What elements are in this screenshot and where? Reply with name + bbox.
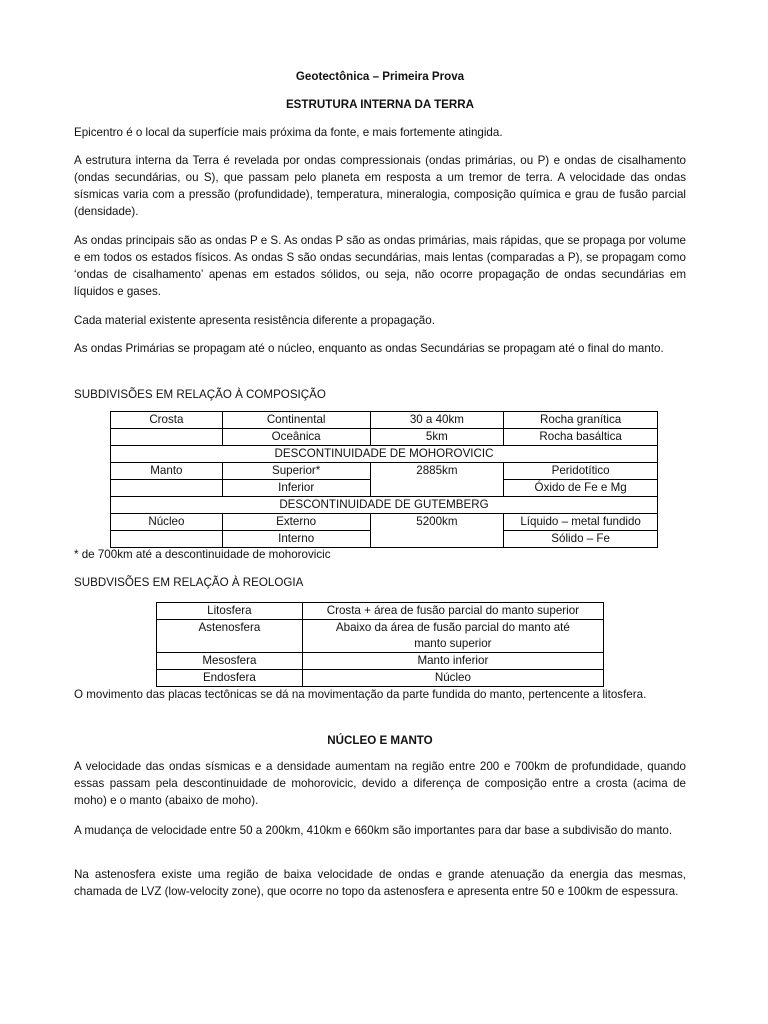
table-cell: Litosfera (157, 603, 303, 620)
table-cell: Interno (222, 531, 370, 548)
section-heading-composicao: SUBDIVISÕES EM RELAÇÃO À COMPOSIÇÃO (74, 388, 326, 401)
table-cell: Continental (222, 412, 370, 429)
rheology-table (156, 602, 604, 687)
table-cell (302, 620, 603, 653)
table-cell: Núcleo (302, 670, 603, 687)
table-row (111, 463, 658, 480)
table-cell: Óxido de Fe e Mg (504, 480, 658, 497)
table-row (111, 429, 658, 446)
composition-table (110, 411, 658, 548)
table-cell-line: Abaixo da área de fusão parcial do manto até (335, 621, 570, 634)
paragraph-epicentro: Epicentro é o local da superfície mais próxima da fonte, e mais fortemente atingida. (74, 126, 503, 139)
table-cell: Inferior (222, 480, 370, 497)
table-cell: 30 a 40km (370, 412, 504, 429)
paragraph-placas: O movimento das placas tectônicas se dá na movimentação da parte fundida do manto, pertencente a litosfera. (74, 688, 647, 701)
table-row (157, 670, 604, 687)
table-cell: Crosta + área de fusão parcial do manto superior (302, 603, 603, 620)
table-cell: Mesosfera (157, 653, 303, 670)
document-title: Geotectônica – Primeira Prova (295, 70, 465, 83)
paragraph-mudanca: A mudança de velocidade entre 50 a 200km, 410km e 660km são importantes para dar base a subdivisão do manto. (74, 824, 673, 837)
table-row (111, 412, 658, 429)
table-cell: Líquido – metal fundido (504, 514, 658, 531)
section-title-structure: ESTRUTURA INTERNA DA TERRA (285, 98, 475, 111)
table-cell: Superior* (222, 463, 370, 480)
paragraph-propagacao: As ondas Primárias se propagam até o núcleo, enquanto as ondas Secundárias se propagam até o final do manto. (74, 342, 664, 355)
table-cell: Núcleo (111, 514, 223, 531)
table-row (157, 603, 604, 620)
table-cell: Sólido – Fe (504, 531, 658, 548)
section-heading-reologia: SUBDVISÕES EM RELAÇÃO À REOLOGIA (74, 576, 304, 589)
paragraph-velocidade: A velocidade das ondas sísmicas e a densidade aumentam na região entre 200 e 700km de profundidade, quando essas passam pela descontinuidade de mohorovicic, devido a diferença de composição entre a crosta (acima de moho) e o manto (abaixo de moho). (74, 760, 686, 807)
table-cell (111, 531, 223, 548)
table-cell: Crosta (111, 412, 223, 429)
table-cell: 5200km (370, 514, 504, 548)
table-cell: Manto (111, 463, 223, 480)
table-cell: Peridotítico (504, 463, 658, 480)
paragraph-ondas-principais: As ondas principais são as ondas P e S. As ondas P são as ondas primárias, mais rápidas, que se propaga por volume e em todos os estados físicos. As ondas S são ondas secundárias, mais lentas (comparadas a P), se propagam como ‘ondas de cisalhamento’ apenas em estados sólidos, ou seja, não ocorre propagação de ondas secundárias em líquidos e gases. (74, 234, 686, 298)
table-cell: 2885km (370, 463, 504, 497)
table-row (111, 497, 658, 514)
section-title-nucleo-manto: NÚCLEO E MANTO (327, 734, 433, 747)
table-footnote: * de 700km até a descontinuidade de mohorovicic (74, 548, 331, 561)
table-cell: Manto inferior (302, 653, 603, 670)
table-row (111, 514, 658, 531)
table-row (157, 620, 604, 653)
paragraph-astenosfera: Na astenosfera existe uma região de baixa velocidade de ondas e grande atenuação da energia das mesmas, chamada de LVZ (low-velocity zone), que ocorre no topo da astenosfera e apresenta entre 50 e 100km de espessura. (74, 868, 686, 898)
table-cell (111, 480, 223, 497)
table-cell-moho: DESCONTINUIDADE DE MOHOROVICIC (111, 446, 658, 463)
table-cell: Oceânica (222, 429, 370, 446)
table-cell-line: manto superior (414, 637, 492, 650)
table-cell: Rocha basáltica (504, 429, 658, 446)
table-row (111, 446, 658, 463)
paragraph-estrutura: A estrutura interna da Terra é revelada por ondas compressionais (ondas primárias, ou P) e ondas de cisalhamento (ondas secundárias, ou S), que passam pelo planeta em resposta a um tremor de terra. A velocidade das ondas sísmicas varia com a pressão (profundidade), temperatura, mineralogia, composição química e grau de fusão parcial (densidade). (74, 154, 686, 218)
table-cell (111, 429, 223, 446)
table-cell: Astenosfera (157, 620, 303, 653)
table-row (157, 653, 604, 670)
paragraph-resistencia: Cada material existente apresenta resistência diferente a propagação. (74, 314, 435, 327)
table-cell: Externo (222, 514, 370, 531)
table-cell: Rocha granítica (504, 412, 658, 429)
table-cell-gutemberg: DESCONTINUIDADE DE GUTEMBERG (111, 497, 658, 514)
table-cell: Endosfera (157, 670, 303, 687)
table-cell: 5km (370, 429, 504, 446)
